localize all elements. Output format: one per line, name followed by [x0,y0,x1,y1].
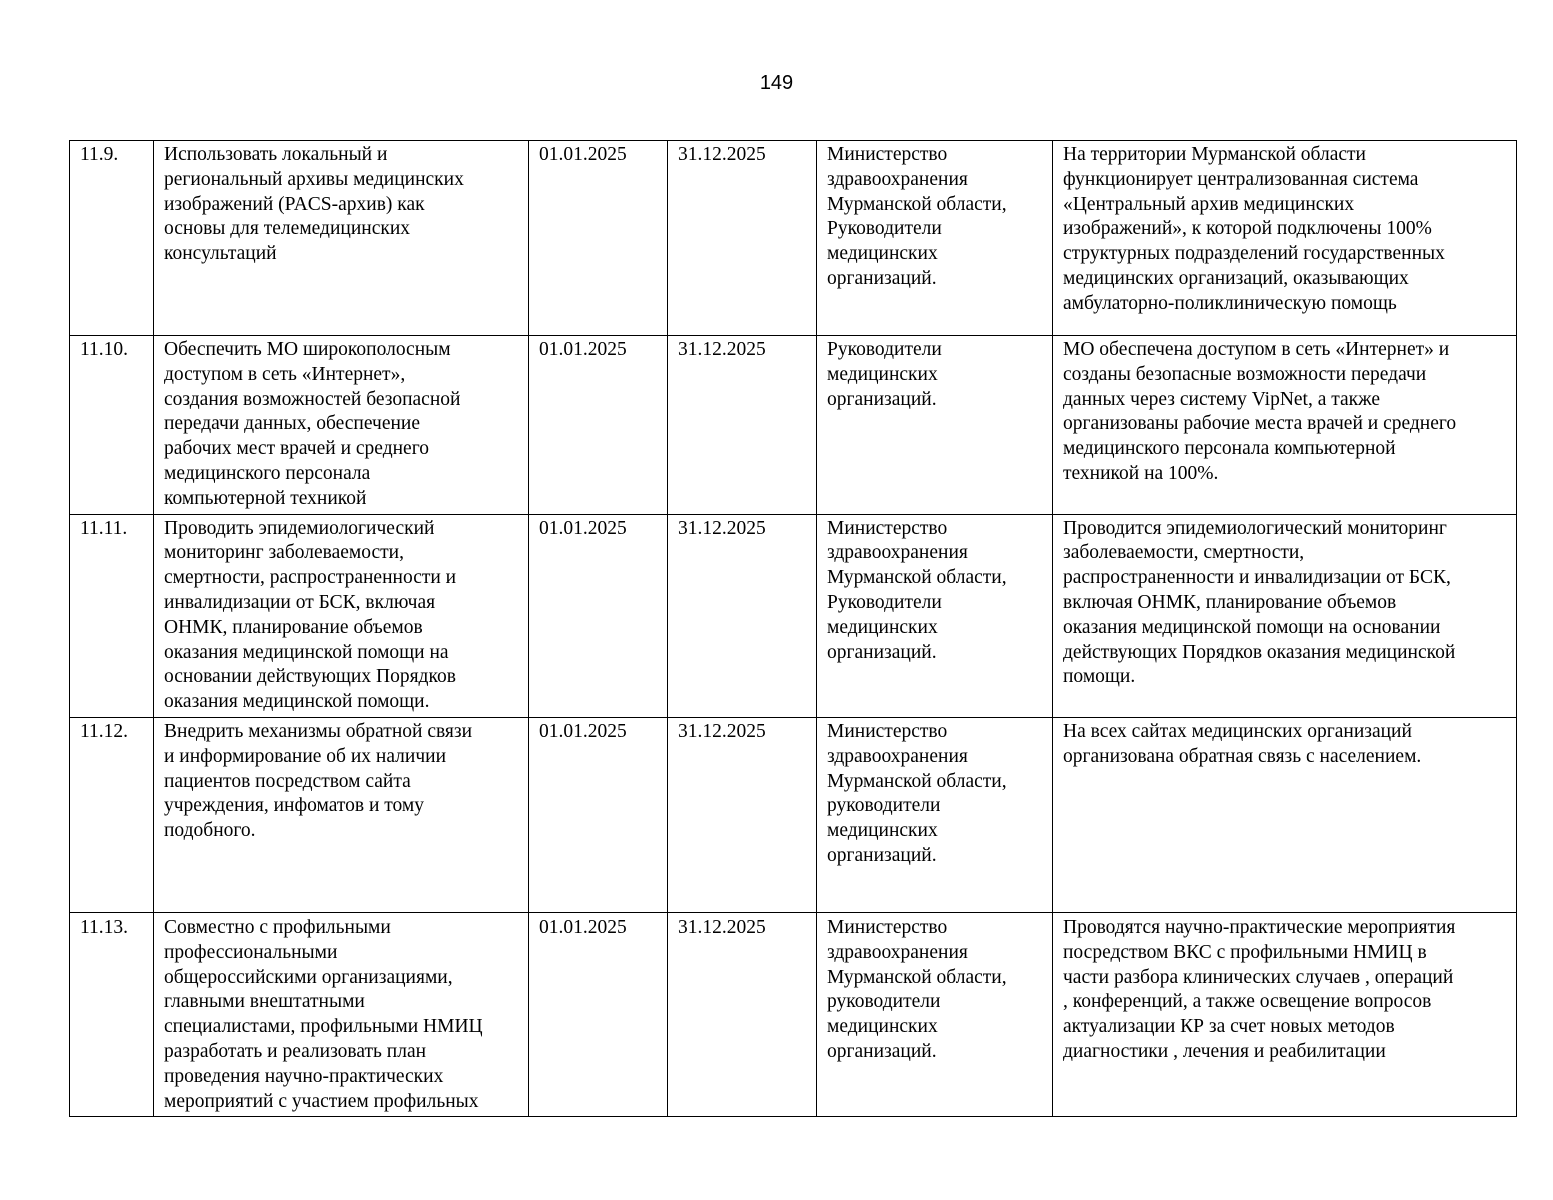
item-number: 11.9. [70,141,154,336]
responsible-executor: Руководители медицинских организаций. [817,336,1053,515]
item-number: 11.10. [70,336,154,515]
start-date: 01.01.2025 [529,514,668,717]
table-row [70,912,1517,1116]
end-date: 31.12.2025 [668,717,817,912]
expected-result: На территории Мурманской области функционирует централизованная система «Центральный архив медицинских изображений», к которой подключены 100% структурных подразделений государственных медицинских организаций, оказывающих амбулаторно-поликлиническую помощь [1053,141,1517,336]
responsible-executor: Министерство здравоохранения Мурманской области, Руководители медицинских организаций. [817,514,1053,717]
responsible-executor: Министерство здравоохранения Мурманской области, руководители медицинских организаций. [817,717,1053,912]
start-date: 01.01.2025 [529,336,668,515]
end-date: 31.12.2025 [668,912,817,1116]
item-number: 11.11. [70,514,154,717]
measure-description: Совместно с профильными профессиональными общероссийскими организациями, главными внештатными специалистами, профильными НМИЦ разработать и реализовать план проведения научно-практических мероприятий с участием профильных [154,912,529,1116]
start-date: 01.01.2025 [529,141,668,336]
item-number: 11.13. [70,912,154,1116]
end-date: 31.12.2025 [668,336,817,515]
item-number: 11.12. [70,717,154,912]
start-date: 01.01.2025 [529,717,668,912]
table-row [70,717,1517,912]
table-row [70,336,1517,515]
start-date: 01.01.2025 [529,912,668,1116]
measure-description: Обеспечить МО широкополосным доступом в сеть «Интернет», создания возможностей безопасной передачи данных, обеспечение рабочих мест врачей и среднего медицинского персонала компьютерной техникой [154,336,529,515]
measures-table [69,140,1517,1117]
expected-result: Проводятся научно-практические мероприятия посредством ВКС с профильными НМИЦ в части разбора клинических случаев , операций , конференций, а также освещение вопросов актуализации КР за счет новых методов диагностики , лечения и реабилитации [1053,912,1517,1116]
page-number: 149 [759,72,794,94]
measure-description: Использовать локальный и региональный архивы медицинских изображений (PACS-архив) как основы для телемедицинских консультаций [154,141,529,336]
expected-result: На всех сайтах медицинских организаций организована обратная связь с населением. [1053,717,1517,912]
end-date: 31.12.2025 [668,514,817,717]
expected-result: Проводится эпидемиологический мониторинг заболеваемости, смертности, распространенности и инвалидизации от БСК, включая ОНМК, планирование объемов оказания медицинской помощи на основании действующих Порядков оказания медицинской помощи. [1053,514,1517,717]
end-date: 31.12.2025 [668,141,817,336]
responsible-executor: Министерство здравоохранения Мурманской области, руководители медицинских организаций. [817,912,1053,1116]
table-row [70,514,1517,717]
measure-description: Внедрить механизмы обратной связи и информирование об их наличии пациентов посредством сайта учреждения, инфоматов и тому подобного. [154,717,529,912]
responsible-executor: Министерство здравоохранения Мурманской области, Руководители медицинских организаций. [817,141,1053,336]
measure-description: Проводить эпидемиологический мониторинг заболеваемости, смертности, распространенности и инвалидизации от БСК, включая ОНМК, планирование объемов оказания медицинской помощи на основании действующих Порядков оказания медицинской помощи. [154,514,529,717]
table-row [70,141,1517,336]
expected-result: МО обеспечена доступом в сеть «Интернет» и созданы безопасные возможности передачи данных через систему VipNet, а также организованы рабочие места врачей и среднего медицинского персонала компьютерной техникой на 100%. [1053,336,1517,515]
